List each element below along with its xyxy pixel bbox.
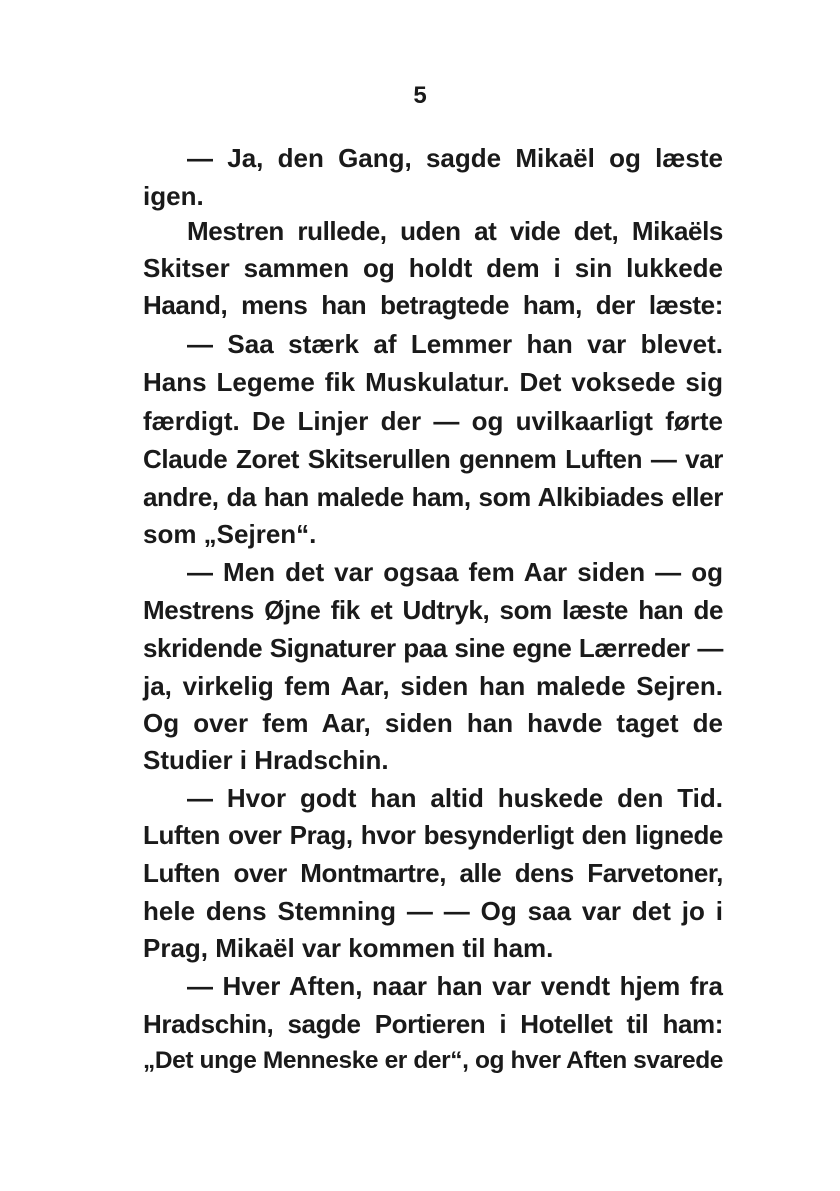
page-number: 5 bbox=[413, 82, 427, 109]
text-line: Og over fem Aar, siden han havde taget de bbox=[143, 708, 723, 738]
text-line: — Hvor godt han altid huskede den Tid. bbox=[187, 783, 723, 813]
text-line: „Det unge Menneske er der“, og hver Aften svarede bbox=[143, 1047, 723, 1074]
text-line: hele dens Stemning — — Og saa var det jo i bbox=[143, 896, 723, 926]
text-line: Claude Zoret Skitserullen gennem Luften — var bbox=[143, 444, 723, 474]
text-line: Hradschin, sagde Portieren i Hotellet til ham: bbox=[143, 1009, 723, 1039]
text-line: Luften over Montmartre, alle dens Farvetoner, bbox=[143, 858, 723, 888]
text-line: Mestrens Øjne fik et Udtryk, som læste han de bbox=[143, 595, 723, 625]
text-line: Skitser sammen og holdt dem i sin lukkede bbox=[143, 253, 723, 283]
text-line: Mestren rullede, uden at vide det, Mikaëls bbox=[187, 216, 723, 246]
text-line: Haand, mens han betragtede ham, der læste: bbox=[143, 290, 723, 320]
text-line: — Men det var ogsaa fem Aar siden — og bbox=[187, 557, 723, 587]
text-line: ja, virkelig fem Aar, siden han malede Sejren. bbox=[143, 671, 723, 701]
text-line: andre, da han malede ham, som Alkibiades eller bbox=[143, 482, 723, 512]
text-line: som „Sejren“. bbox=[143, 519, 317, 549]
text-line: Studier i Hradschin. bbox=[143, 745, 389, 775]
text-line: Hans Legeme fik Muskulatur. Det voksede sig bbox=[143, 367, 723, 397]
text-line: færdigt. De Linjer der — og uvilkaarligt førte bbox=[143, 406, 723, 436]
text-line: Luften over Prag, hvor besynderligt den lignede bbox=[143, 820, 723, 850]
text-line: Prag, Mikaël var kommen til ham. bbox=[143, 933, 554, 963]
text-line: — Saa stærk af Lemmer han var blevet. bbox=[187, 329, 723, 359]
text-line: — Ja, den Gang, sagde Mikaël og læste bbox=[187, 143, 723, 173]
text-line: skridende Signaturer paa sine egne Lærreder — bbox=[143, 633, 723, 663]
text-line: — Hver Aften, naar han var vendt hjem fra bbox=[187, 971, 723, 1001]
text-line: igen. bbox=[143, 181, 204, 211]
